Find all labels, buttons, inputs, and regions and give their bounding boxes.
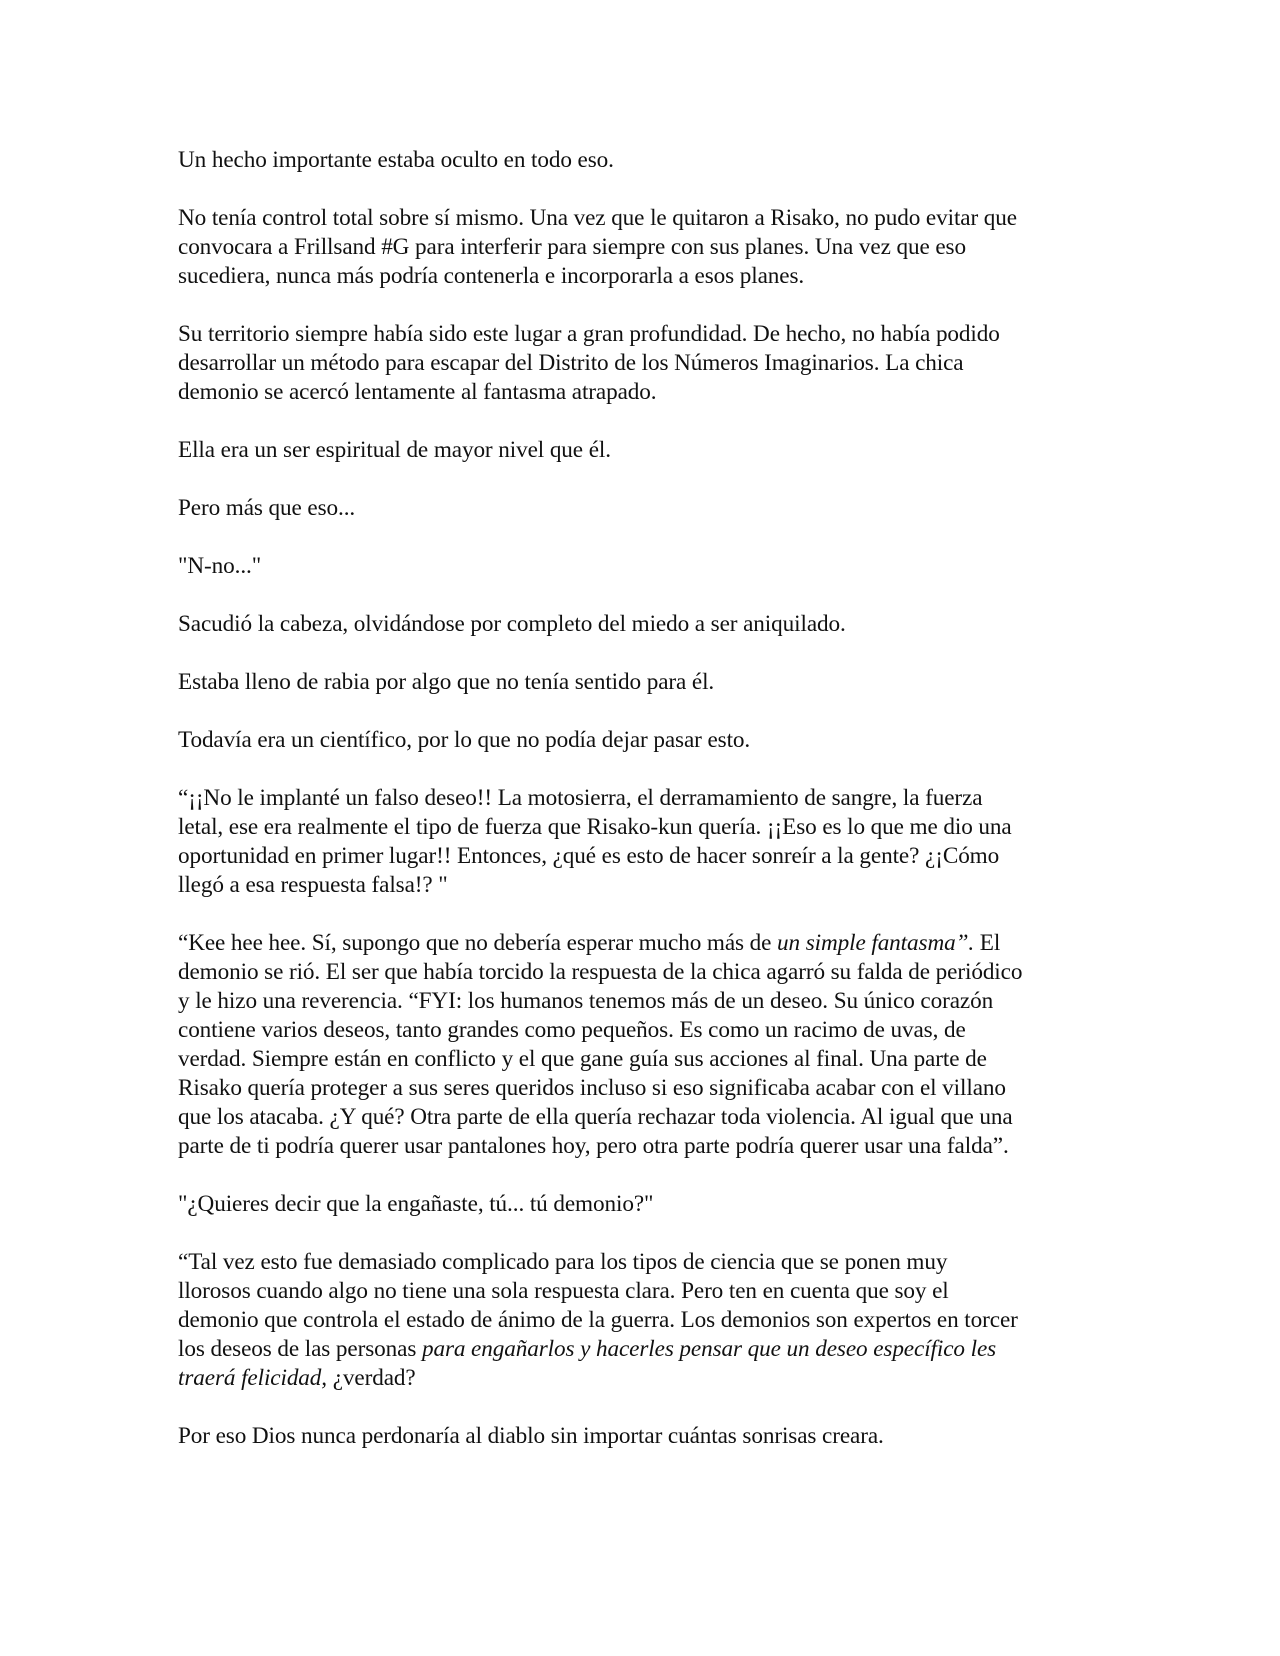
text-segment: parte de ti podría querer usar pantalones hoy, pero otra parte podría querer usar una falda”. (178, 1133, 1009, 1159)
paragraph (178, 146, 1128, 175)
text-line (178, 813, 1128, 842)
paragraph (178, 1422, 1128, 1451)
paragraph (178, 320, 1128, 407)
text-segment: llegó a esa respuesta falsa!? " (178, 872, 448, 898)
text-segment: y le hizo una reverencia. “FYI: los humanos tenemos más de un deseo. Su único corazón (178, 988, 994, 1014)
paragraph (178, 494, 1128, 523)
text-line (178, 1335, 1128, 1364)
text-line (178, 552, 1128, 581)
text-line (178, 1277, 1128, 1306)
text-line (178, 784, 1128, 813)
italic-text: para engañarlos y hacerles pensar que un deseo específico les (421, 1336, 997, 1362)
text-segment: demonio que controla el estado de ánimo de la guerra. Los demonios son expertos en torcer (178, 1307, 1018, 1333)
text-segment: “¡¡No le implanté un falso deseo!! La motosierra, el derramamiento de sangre, la fuerza (178, 785, 983, 811)
text-segment: El (974, 930, 1001, 956)
text-segment: Pero más que eso... (178, 495, 356, 521)
text-segment: Un hecho importante estaba oculto en todo eso. (178, 147, 614, 173)
text-line (178, 1074, 1128, 1103)
text-line (178, 204, 1128, 233)
text-segment: Ella era un ser espiritual de mayor nivel que él. (178, 437, 611, 463)
text-segment: Estaba lleno de rabia por algo que no tenía sentido para él. (178, 669, 715, 695)
text-segment: Sacudió la cabeza, olvidándose por completo del miedo a ser aniquilado. (178, 611, 846, 637)
text-segment: letal, ese era realmente el tipo de fuerza que Risako-kun quería. ¡¡Eso es lo que me dio una (178, 814, 1012, 840)
text-segment: “Tal vez esto fue demasiado complicado para los tipos de ciencia que se ponen muy (178, 1249, 948, 1275)
text-line (178, 929, 1128, 958)
italic-text: traerá felicidad, (178, 1365, 327, 1391)
text-segment: que los atacaba. ¿Y qué? Otra parte de ella quería rechazar toda violencia. Al igual que una (178, 1104, 1013, 1130)
text-line (178, 726, 1128, 755)
text-line (178, 233, 1128, 262)
text-line (178, 1248, 1128, 1277)
paragraph (178, 610, 1128, 639)
text-segment: Por eso Dios nunca perdonaría al diablo sin importar cuántas sonrisas creara. (178, 1423, 884, 1449)
paragraph (178, 1190, 1128, 1219)
paragraph (178, 784, 1128, 900)
text-line (178, 494, 1128, 523)
text-segment: "N-no..." (178, 553, 262, 579)
text-segment: los deseos de las personas (178, 1336, 422, 1362)
text-segment: demonio se rió. El ser que había torcido la respuesta de la chica agarró su falda de periódico (178, 959, 1023, 985)
text-segment: contiene varios deseos, tanto grandes como pequeños. Es como un racimo de uvas, de (178, 1017, 966, 1043)
text-segment: ¿verdad? (327, 1365, 416, 1391)
text-line (178, 668, 1128, 697)
text-segment: sucediera, nunca más podría contenerla e incorporarla a esos planes. (178, 263, 805, 289)
paragraph (178, 204, 1128, 291)
text-line (178, 1364, 1128, 1393)
text-segment: convocara a Frillsand #G para interferir para siempre con sus planes. Una vez que eso (178, 234, 966, 260)
text-line (178, 1103, 1128, 1132)
text-segment: Su territorio siempre había sido este lugar a gran profundidad. De hecho, no había podido (178, 321, 1000, 347)
italic-text: un simple fantasma”. (777, 930, 975, 956)
text-line (178, 987, 1128, 1016)
paragraph (178, 929, 1128, 1161)
text-line (178, 1422, 1128, 1451)
paragraph (178, 436, 1128, 465)
text-line (178, 871, 1128, 900)
document-page (178, 146, 1128, 1480)
text-line (178, 1190, 1128, 1219)
text-line (178, 610, 1128, 639)
text-line (178, 262, 1128, 291)
text-line (178, 378, 1128, 407)
text-line (178, 842, 1128, 871)
text-segment: Todavía era un científico, por lo que no podía dejar pasar esto. (178, 727, 751, 753)
text-segment: demonio se acercó lentamente al fantasma atrapado. (178, 379, 657, 405)
text-segment: Risako quería proteger a sus seres queridos incluso si eso significaba acabar con el villano (178, 1075, 1006, 1101)
text-line (178, 1045, 1128, 1074)
text-line (178, 1016, 1128, 1045)
text-line (178, 349, 1128, 378)
text-segment: No tenía control total sobre sí mismo. Una vez que le quitaron a Risako, no pudo evitar que (178, 205, 1017, 231)
text-line (178, 320, 1128, 349)
text-line (178, 436, 1128, 465)
text-segment: "¿Quieres decir que la engañaste, tú... tú demonio?" (178, 1191, 654, 1217)
text-line (178, 1132, 1128, 1161)
text-line (178, 146, 1128, 175)
text-segment: llorosos cuando algo no tiene una sola respuesta clara. Pero ten en cuenta que soy el (178, 1278, 949, 1304)
paragraph (178, 726, 1128, 755)
text-segment: verdad. Siempre están en conflicto y el que gane guía sus acciones al final. Una parte de (178, 1046, 987, 1072)
paragraph (178, 668, 1128, 697)
paragraph (178, 552, 1128, 581)
text-segment: desarrollar un método para escapar del Distrito de los Números Imaginarios. La chica (178, 350, 964, 376)
text-line (178, 958, 1128, 987)
text-line (178, 1306, 1128, 1335)
text-segment: “Kee hee hee. Sí, supongo que no debería esperar mucho más de (178, 930, 778, 956)
text-segment: oportunidad en primer lugar!! Entonces, ¿qué es esto de hacer sonreír a la gente? ¿¡Cómo (178, 843, 1000, 869)
paragraph (178, 1248, 1128, 1393)
